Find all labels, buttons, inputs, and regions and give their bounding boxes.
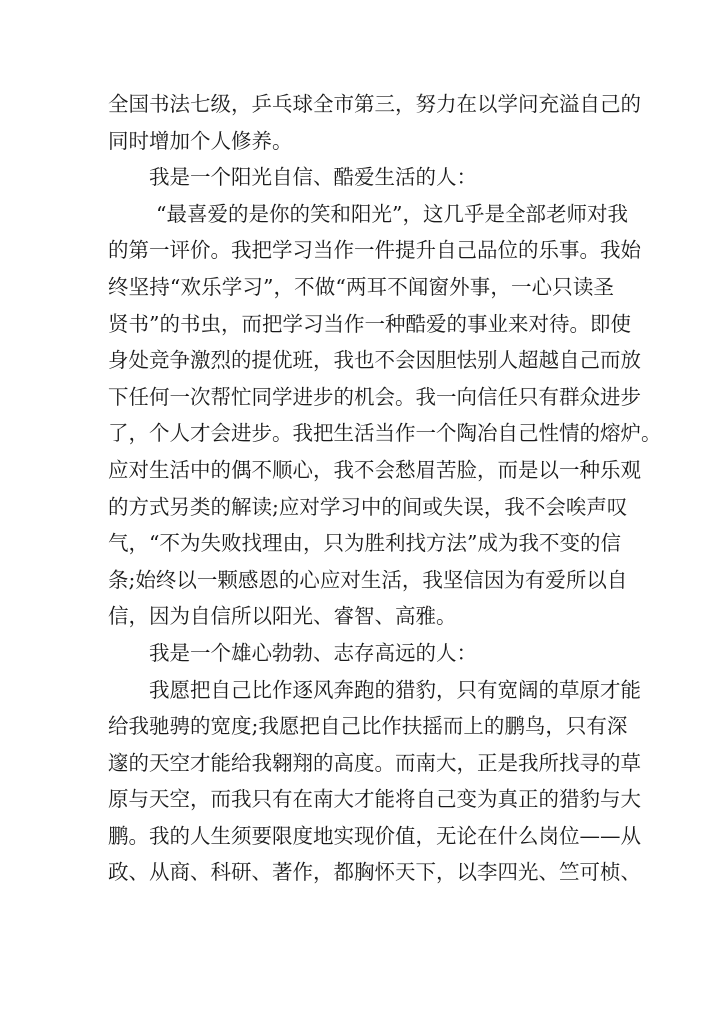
text-line: 气，“不为失败找理由，只为胜利找方法”成为我不变的信 [108,531,621,556]
text-line: 全国书法七级，乒乓球全市第三，努力在以学问充溢自己的 [108,92,641,116]
text-line: 的第一评价。我把学习当作一件提升自己品位的乐事。我始 [108,238,641,263]
paragraph-first-line: 我愿把自己比作逐风奔跑的猎豹，只有宽阔的草原才能 [149,677,641,702]
text-line: 信，因为自信所以阳光、睿智、高雅。 [108,604,457,629]
text-line: 同时增加个人修养。 [108,128,293,153]
text-line: 原与天空，而我只有在南大才能将自己变为真正的猎豹与大 [108,787,641,812]
text-line: 邃的天空才能给我翱翔的高度。而南大，正是我所找寻的草 [108,750,641,775]
text-line: 鹏。我的人生须要限度地实现价值，无论在什么岗位——从 [108,823,641,848]
text-line: 政、从商、科研、著作，都胸怀天下，以李四光、竺可桢、 [108,860,641,885]
text-line: 终坚持“欢乐学习”，不做“两耳不闻窗外事，一心只读圣 [108,274,614,299]
document-body [108,86,662,891]
paragraph-first-line: “最喜爱的是你的笑和阳光”，这几乎是全部老师对我 [156,201,628,226]
section-heading-sunny: 我是一个阳光自信、酷爱生活的人： [149,165,477,190]
text-line: 贤书”的书虫，而把学习当作一种酷爱的事业来对待。即使 [108,311,631,336]
text-line: 给我驰骋的宽度;我愿把自己比作扶摇而上的鹏鸟，只有深 [108,714,628,739]
text-line: 下任何一次帮忙同学进步的机会。我一向信任只有群众进步 [108,384,641,409]
text-line: 条;始终以一颗感恩的心应对生活，我坚信因为有爱所以自 [108,567,628,592]
section-heading-ambitious: 我是一个雄心勃勃、志存高远的人： [149,640,477,665]
text-line: 了，个人才会进步。我把生活当作一个陶冶自己性情的熔炉。 [108,421,662,446]
text-line: 的方式另类的解读;应对学习中的间或失误，我不会唉声叹 [108,494,628,519]
text-line: 应对生活中的偶不顺心，我不会愁眉苦脸，而是以一种乐观 [108,457,641,482]
text-line: 身处竞争激烈的提优班，我也不会因胆怯别人超越自己而放 [108,348,641,373]
